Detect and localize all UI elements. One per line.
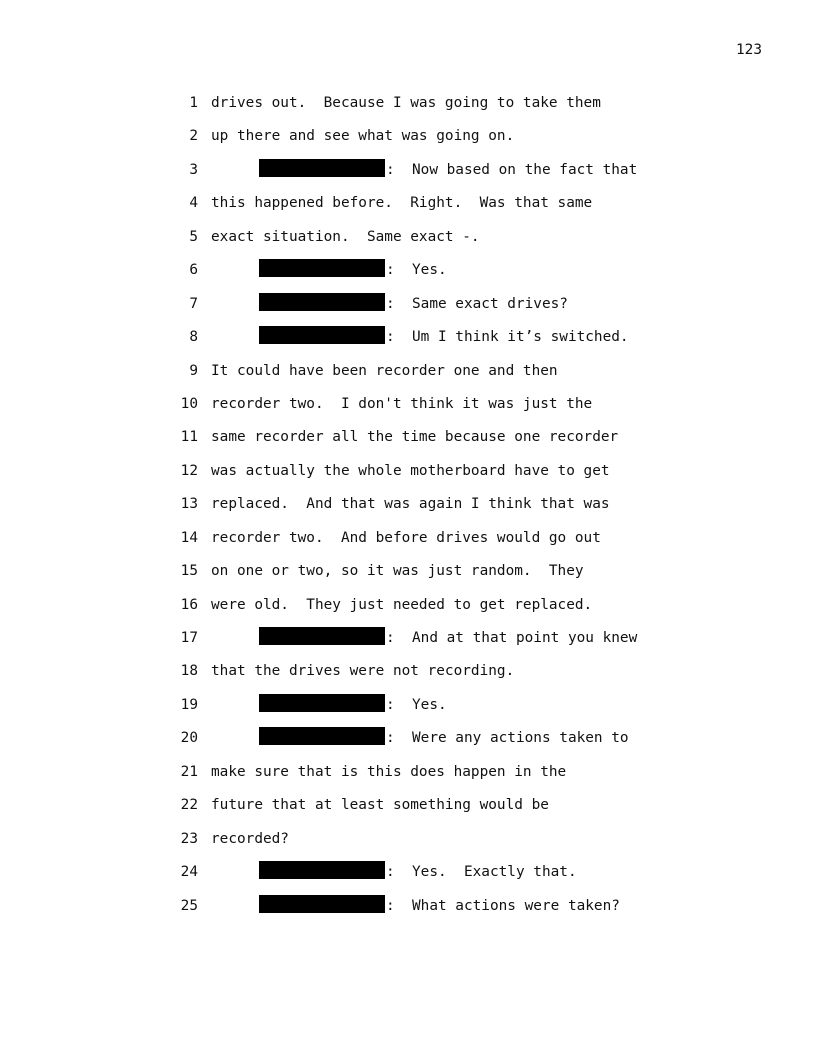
line-content	[211, 355, 558, 388]
line-number: 5	[189, 228, 198, 245]
transcript-line	[0, 823, 816, 856]
transcript-line	[0, 522, 816, 555]
line-text: : Same exact drives?	[386, 295, 568, 312]
transcript-body	[0, 87, 816, 923]
line-content	[211, 221, 480, 254]
line-content	[259, 288, 568, 321]
line-number: 13	[180, 496, 198, 513]
line-number: 9	[189, 362, 198, 379]
transcript-line	[0, 254, 816, 287]
line-text: : What actions were taken?	[386, 897, 620, 914]
transcript-line	[0, 321, 816, 354]
page-number: 123	[736, 42, 762, 58]
line-text: : Yes.	[386, 262, 447, 279]
transcript-line	[0, 890, 816, 923]
transcript-line	[0, 120, 816, 153]
speaker-redaction-bar	[259, 694, 385, 712]
line-number: 6	[189, 262, 198, 279]
line-number: 20	[180, 730, 198, 747]
line-text: same recorder all the time because one recorder	[211, 429, 619, 446]
line-content	[259, 154, 637, 187]
transcript-line	[0, 622, 816, 655]
line-content	[259, 722, 629, 755]
line-number: 14	[180, 529, 198, 546]
line-text: were old. They just needed to get replaced.	[211, 596, 593, 613]
line-text: drives out. Because I was going to take them	[211, 95, 601, 111]
line-text: recorder two. I don't think it was just the	[211, 395, 593, 412]
line-text: replaced. And that was again I think that was	[211, 496, 610, 513]
line-number: 8	[189, 329, 198, 346]
line-text: : Were any actions taken to	[386, 730, 629, 747]
line-text: : Yes.	[386, 696, 447, 713]
line-number: 18	[180, 663, 198, 680]
speaker-redaction-bar	[259, 159, 385, 177]
line-text: It could have been recorder one and then	[211, 362, 558, 379]
transcript-line	[0, 355, 816, 388]
line-text: on one or two, so it was just random. They	[211, 563, 584, 580]
transcript-line	[0, 388, 816, 421]
line-content	[211, 455, 610, 488]
transcript-line	[0, 856, 816, 889]
line-number: 2	[189, 128, 198, 145]
line-text: : Um I think it’s switched.	[386, 329, 629, 346]
line-number: 21	[180, 763, 198, 780]
line-number: 4	[189, 195, 198, 212]
transcript-line	[0, 288, 816, 321]
transcript-line	[0, 488, 816, 521]
transcript-line	[0, 589, 816, 622]
line-text: future that at least something would be	[211, 797, 549, 814]
line-text: up there and see what was going on.	[211, 128, 515, 145]
line-number: 7	[189, 295, 198, 312]
transcript-line	[0, 154, 816, 187]
line-content	[211, 756, 566, 789]
line-text: this happened before. Right. Was that same	[211, 195, 593, 212]
speaker-redaction-bar	[259, 727, 385, 745]
transcript-line	[0, 789, 816, 822]
line-number: 23	[180, 830, 198, 847]
line-content	[211, 789, 549, 822]
line-content	[211, 555, 584, 588]
line-number: 17	[180, 630, 198, 646]
transcript-line	[0, 87, 816, 120]
line-number: 1	[189, 95, 198, 111]
line-text: : And at that point you knew	[386, 630, 638, 646]
line-number: 15	[180, 563, 198, 580]
line-text: : Yes. Exactly that.	[386, 864, 577, 881]
transcript-line	[0, 756, 816, 789]
line-content	[211, 120, 514, 153]
speaker-redaction-bar	[259, 627, 385, 645]
line-content	[211, 589, 592, 622]
speaker-redaction-bar	[259, 326, 385, 344]
transcript-line	[0, 689, 816, 722]
line-content	[259, 254, 447, 287]
line-content	[211, 421, 618, 454]
speaker-redaction-bar	[259, 895, 385, 913]
line-content	[259, 689, 447, 722]
line-content	[259, 622, 637, 655]
line-number: 10	[180, 395, 198, 412]
line-content	[259, 856, 577, 889]
line-number: 22	[180, 797, 198, 814]
line-number: 16	[180, 596, 198, 613]
line-text: : Now based on the fact that	[386, 161, 638, 178]
line-text: recorder two. And before drives would go out	[211, 529, 601, 546]
transcript-line	[0, 221, 816, 254]
line-content	[211, 655, 514, 688]
line-text: exact situation. Same exact -.	[211, 228, 480, 245]
line-number: 24	[180, 864, 198, 881]
line-content	[211, 488, 610, 521]
line-number: 19	[180, 696, 198, 713]
speaker-redaction-bar	[259, 259, 385, 277]
line-text: was actually the whole motherboard have to get	[211, 462, 610, 479]
line-content	[211, 823, 289, 856]
line-text: recorded?	[211, 830, 289, 847]
transcript-line	[0, 455, 816, 488]
line-content	[259, 321, 629, 354]
line-number: 3	[189, 161, 198, 178]
line-content	[211, 187, 592, 220]
line-content	[259, 890, 620, 923]
line-text: make sure that is this does happen in the	[211, 763, 567, 780]
transcript-line	[0, 187, 816, 220]
speaker-redaction-bar	[259, 861, 385, 879]
transcript-line	[0, 555, 816, 588]
line-content	[211, 388, 592, 421]
transcript-line	[0, 655, 816, 688]
line-number: 11	[180, 429, 198, 446]
line-number: 12	[180, 462, 198, 479]
transcript-line	[0, 421, 816, 454]
speaker-redaction-bar	[259, 293, 385, 311]
line-content	[211, 522, 601, 555]
line-text: that the drives were not recording.	[211, 663, 515, 680]
line-content	[211, 87, 601, 120]
line-number: 25	[180, 897, 198, 914]
transcript-line	[0, 722, 816, 755]
